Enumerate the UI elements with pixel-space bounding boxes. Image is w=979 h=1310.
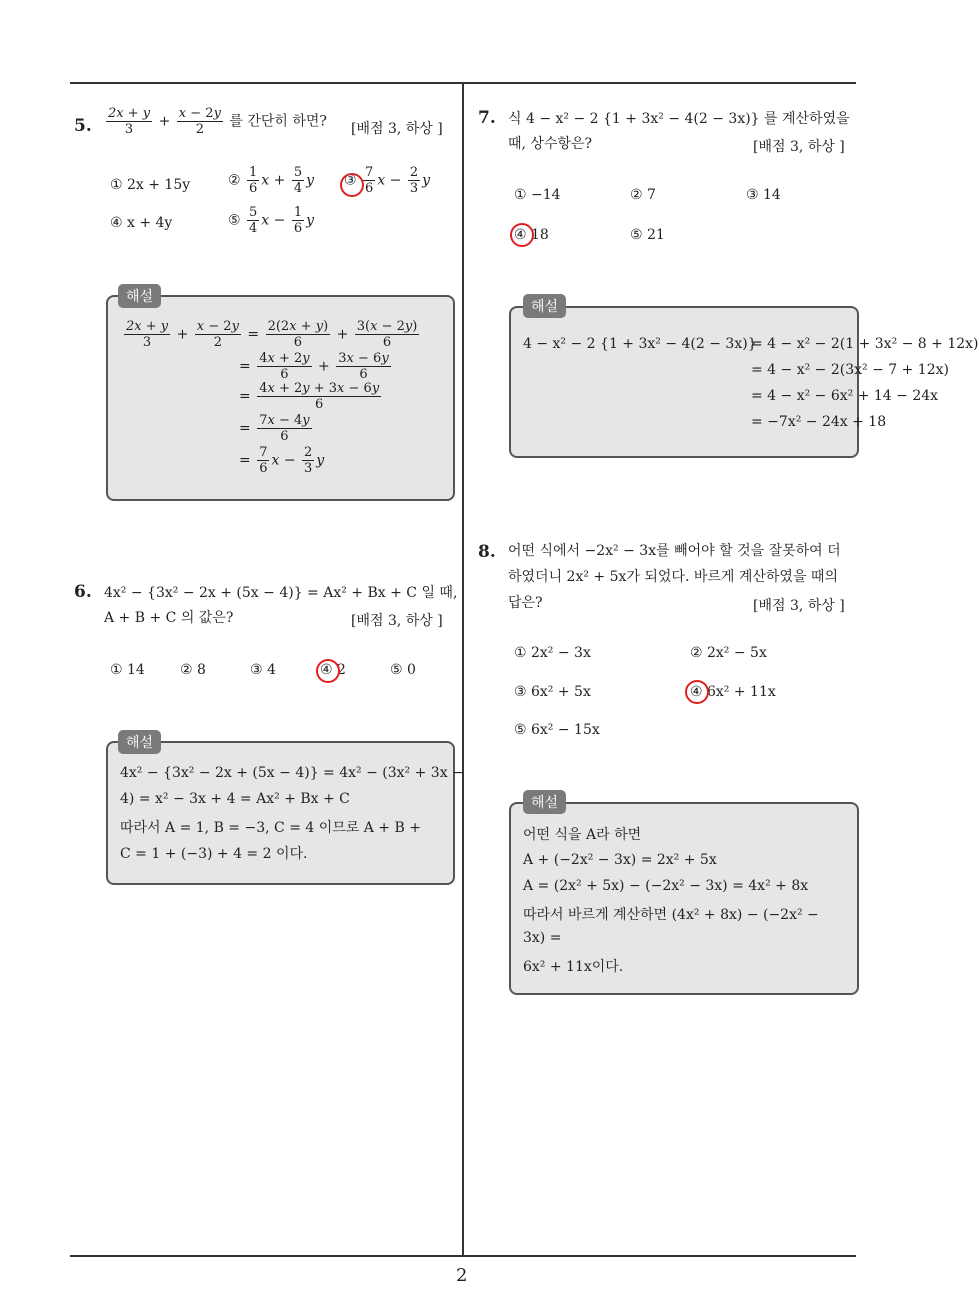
solution-line: = −7x² − 24x + 18	[751, 414, 887, 430]
solution-tag: 해설	[523, 294, 566, 318]
solution-line: 따라서 바르게 계산하면 (4x² + 8x) − (−2x² −	[523, 907, 819, 923]
choice-2[interactable]: ② 2x² − 5x	[690, 645, 767, 661]
answer-mark-circle	[340, 173, 364, 197]
choice-2[interactable]: ② 8	[180, 662, 206, 678]
score-meta: [배점 3, 하상 ]	[351, 613, 443, 629]
solution-tag: 해설	[523, 790, 566, 814]
solution-line: A + (−2x² − 3x) = 2x² + 5x	[523, 852, 717, 868]
choice-3[interactable]: ③ 14	[746, 187, 781, 203]
question-line-2: 하였더니 2x² + 5x가 되었다. 바르게 계산하였을 때의	[508, 569, 838, 585]
column-divider	[462, 84, 464, 1256]
choice-2[interactable]: ② 7	[630, 187, 656, 203]
solution-line: = 4 − x² − 6x² + 14 − 24x	[751, 388, 939, 404]
choice-1[interactable]: ① 2x² − 3x	[514, 645, 591, 661]
choice-4[interactable]: ④ x + 4y	[110, 215, 173, 231]
question-tail: 를 간단히 하면?	[229, 113, 327, 130]
choice-4[interactable]: ④ 18	[514, 227, 549, 243]
choice-4[interactable]: ④ 6x² + 11x	[690, 684, 776, 700]
solution-line: = 4 − x² − 2(3x² − 7 + 12x)	[751, 362, 949, 378]
solution-line: 6x² + 11x이다.	[523, 959, 624, 975]
solution-line: 3x) =	[523, 930, 562, 946]
solution-line: = $\frac{7x - 4y}{6}$	[239, 413, 310, 444]
solution-box	[509, 306, 979, 458]
question-line-1: 4x² − {3x² − 2x + (5x − 4)} = Ax² + Bx + C 일 때,	[104, 585, 458, 601]
solution-box	[509, 802, 859, 995]
solution-line: 4) = x² − 3x + 4 = Ax² + Bx + C	[120, 791, 350, 807]
solution-line: C = 1 + (−3) + 4 = 2 이다.	[120, 846, 308, 862]
question-line-2: 때, 상수항은?	[508, 136, 593, 152]
choice-1[interactable]: ① −14	[514, 187, 561, 203]
choice-1[interactable]: ① 2x + 15y	[110, 177, 191, 193]
bottom-rule	[70, 1255, 856, 1257]
choice-3[interactable]: ③ 4	[250, 662, 276, 678]
choice-1[interactable]: ① 14	[110, 662, 145, 678]
solution-line: = $\frac{4x + 2y}{6}$ + $\frac{3x - 6y}{6}$	[239, 351, 389, 382]
choice-3[interactable]: ③ 6x² + 5x	[514, 684, 591, 700]
answer-mark-circle	[510, 223, 534, 247]
solution-lhs: 4 − x² − 2 {1 + 3x² − 4(2 − 3x)}	[523, 336, 757, 352]
choice-3[interactable]: ③ $\frac{7}{6}$ x − $\frac{2}{3}$ y	[344, 165, 431, 196]
score-meta: [배점 3, 하상 ]	[753, 598, 845, 614]
choice-5[interactable]: ⑤ 6x² − 15x	[514, 722, 600, 738]
choice-2[interactable]: ② $\frac{1}{6}$ x + $\frac{5}{4}$ y	[228, 165, 315, 196]
page-number: 2	[456, 1265, 468, 1286]
answer-mark-circle	[316, 659, 340, 683]
solution-box	[106, 295, 455, 501]
score-meta: [배점 3, 하상 ]	[753, 139, 845, 155]
solution-tag: 해설	[118, 730, 161, 754]
question-number: 6.	[74, 582, 92, 602]
question-number: 5.	[74, 116, 92, 136]
question-number: 8.	[478, 542, 496, 562]
question-line-1: 어떤 식에서 −2x² − 3x를 빼어야 할 것을 잘못하여 더	[508, 543, 841, 559]
question-line-3: 답은?	[508, 595, 543, 611]
solution-line: = 4 − x² − 2(1 + 3x² − 8 + 12x)	[751, 336, 979, 352]
solution-line: A = (2x² + 5x) − (−2x² − 3x) = 4x² + 8x	[523, 878, 809, 894]
solution-tag: 해설	[118, 284, 161, 308]
solution-box	[106, 741, 464, 885]
question-text: $\frac{2x + y}{3}$ + $\frac{x - 2y}{2}$ 를 간단히 하면?	[108, 106, 327, 137]
solution-line: = $\frac{4x + 2y + 3x - 6y}{6}$	[239, 381, 380, 412]
choice-4[interactable]: ④ 2	[320, 662, 346, 678]
question-number: 7.	[478, 108, 496, 128]
choice-5[interactable]: ⑤ $\frac{5}{4}$ x − $\frac{1}{6}$ y	[228, 205, 315, 236]
score-meta: [배점 3, 하상 ]	[351, 121, 443, 137]
answer-mark-circle	[685, 680, 709, 704]
solution-line: 4x² − {3x² − 2x + (5x − 4)} = 4x² − (3x² + 3x −	[120, 765, 464, 781]
solution-line: = $\frac{7}{6}$ x − $\frac{2}{3}$ y	[239, 445, 325, 476]
question-line-1: 식 4 − x² − 2 {1 + 3x² − 4(2 − 3x)} 를 계산하였을	[508, 111, 850, 127]
choice-5[interactable]: ⑤ 0	[390, 662, 416, 678]
solution-line: 따라서 A = 1, B = −3, C = 4 이므로 A + B +	[120, 820, 421, 836]
solution-line: 어떤 식을 A라 하면	[523, 827, 642, 843]
question-line-2: A + B + C 의 값은?	[104, 610, 234, 626]
solution-line: $\frac{2x + y}{3}$ + $\frac{x - 2y}{2}$ = $\frac{2(2x + y)}{6}$ + $\frac{3(x - 2y)}{6}$	[126, 319, 418, 350]
choice-5[interactable]: ⑤ 21	[630, 227, 665, 243]
